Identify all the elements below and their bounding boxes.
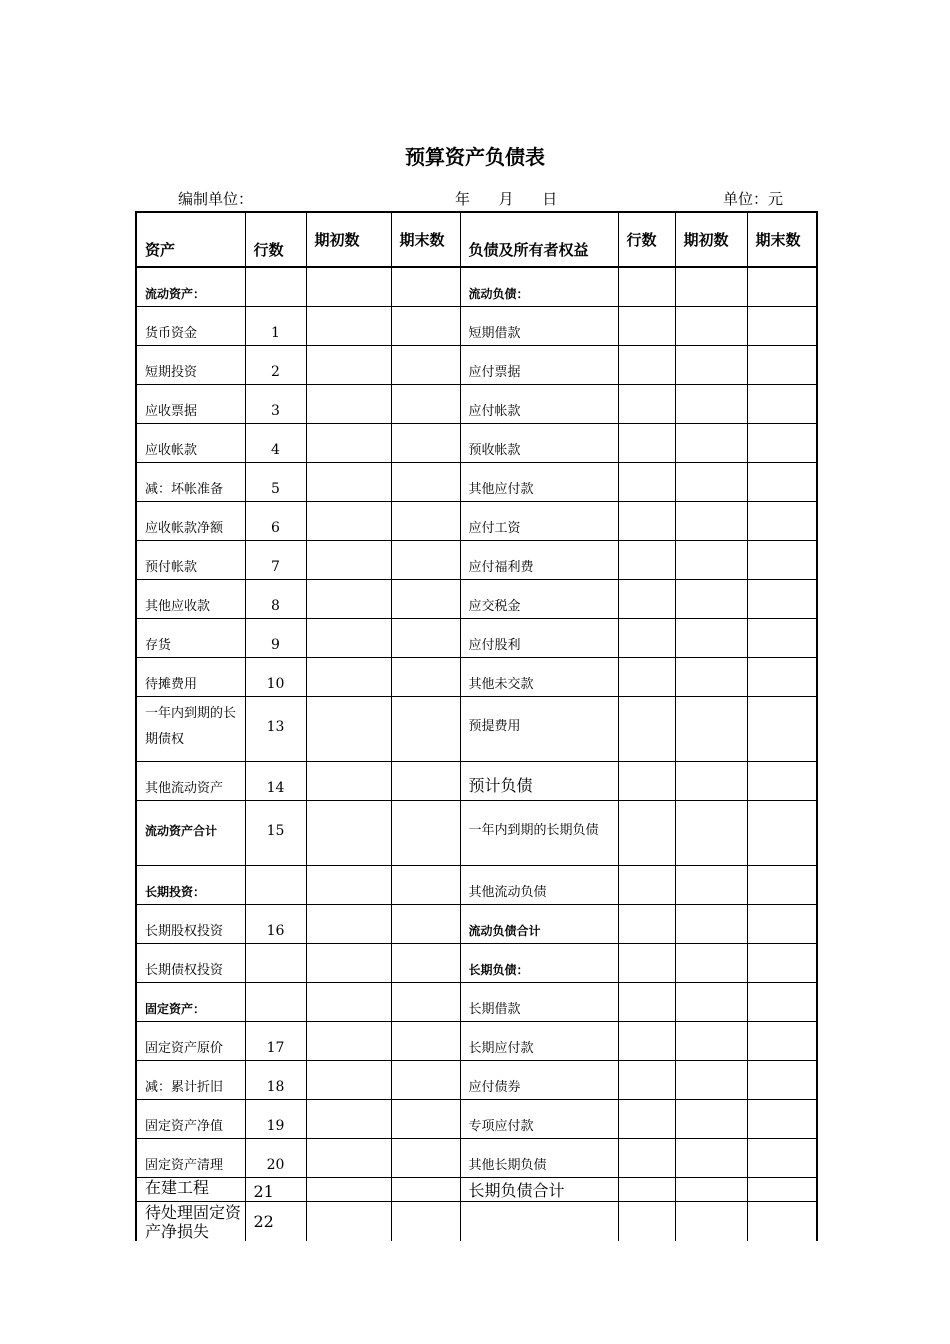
- asset-closing-cell: [391, 1099, 460, 1138]
- col-header-opening: 期初数: [306, 212, 391, 267]
- table-row: [136, 904, 817, 943]
- asset-line-no-cell: 13: [245, 696, 306, 761]
- table-row: [136, 540, 817, 579]
- liability-line-no-cell: [618, 800, 675, 865]
- asset-closing-cell: [391, 1138, 460, 1177]
- col-header-opening-2: 期初数: [675, 212, 747, 267]
- asset-opening-cell: [306, 501, 391, 540]
- table-header-row: [136, 212, 817, 267]
- liability-closing-cell: [747, 865, 817, 904]
- liability-closing-cell: [747, 1021, 817, 1060]
- table-row: [136, 865, 817, 904]
- liability-opening-cell: [675, 1021, 747, 1060]
- liability-line-no-cell: [618, 761, 675, 800]
- asset-opening-cell: [306, 904, 391, 943]
- col-header-assets: 资产: [136, 212, 245, 267]
- asset-line-no-cell: 6: [245, 501, 306, 540]
- asset-line-no-cell: [245, 943, 306, 982]
- col-header-liabilities: 负债及所有者权益: [460, 212, 618, 267]
- liability-name-cell: 其他应付款: [460, 462, 618, 501]
- asset-name-cell: 流动资产合计: [136, 800, 245, 865]
- liability-opening-cell: [675, 267, 747, 306]
- asset-name-cell: 流动资产：: [136, 267, 245, 306]
- liability-name-cell: 其他流动负债: [460, 865, 618, 904]
- liability-name-cell: 长期应付款: [460, 1021, 618, 1060]
- table-row: [136, 423, 817, 462]
- liability-closing-cell: [747, 579, 817, 618]
- liability-closing-cell: [747, 423, 817, 462]
- asset-name-cell: 固定资产清理: [136, 1138, 245, 1177]
- liability-name-cell: 预提费用: [460, 696, 618, 761]
- asset-closing-cell: [391, 306, 460, 345]
- liability-opening-cell: [675, 800, 747, 865]
- asset-closing-cell: [391, 1060, 460, 1099]
- liability-line-no-cell: [618, 462, 675, 501]
- asset-name-cell: 固定资产：: [136, 982, 245, 1021]
- asset-name-cell: 固定资产原价: [136, 1021, 245, 1060]
- asset-opening-cell: [306, 267, 391, 306]
- asset-opening-cell: [306, 657, 391, 696]
- liability-closing-cell: [747, 618, 817, 657]
- liability-closing-cell: [747, 306, 817, 345]
- table-row: [136, 462, 817, 501]
- liability-opening-cell: [675, 1060, 747, 1099]
- asset-closing-cell: [391, 982, 460, 1021]
- liability-line-no-cell: [618, 1201, 675, 1241]
- liability-opening-cell: [675, 904, 747, 943]
- asset-name-cell: 预付帐款: [136, 540, 245, 579]
- liability-line-no-cell: [618, 696, 675, 761]
- table-row: [136, 618, 817, 657]
- liability-opening-cell: [675, 657, 747, 696]
- asset-closing-cell: [391, 1021, 460, 1060]
- asset-name-cell: 存货: [136, 618, 245, 657]
- liability-name-cell: 其他未交款: [460, 657, 618, 696]
- liability-name-cell: 流动负债：: [460, 267, 618, 306]
- asset-closing-cell: [391, 462, 460, 501]
- liability-line-no-cell: [618, 904, 675, 943]
- asset-closing-cell: [391, 943, 460, 982]
- liability-closing-cell: [747, 462, 817, 501]
- asset-closing-cell: [391, 345, 460, 384]
- asset-closing-cell: [391, 761, 460, 800]
- liability-opening-cell: [675, 501, 747, 540]
- asset-line-no-cell: 21: [245, 1177, 306, 1201]
- liability-closing-cell: [747, 501, 817, 540]
- asset-line-no-cell: 17: [245, 1021, 306, 1060]
- table-row: [136, 384, 817, 423]
- liability-line-no-cell: [618, 943, 675, 982]
- asset-closing-cell: [391, 800, 460, 865]
- liability-name-cell: 应交税金: [460, 579, 618, 618]
- table-row: [136, 345, 817, 384]
- liability-opening-cell: [675, 345, 747, 384]
- liability-closing-cell: [747, 267, 817, 306]
- liability-closing-cell: [747, 384, 817, 423]
- table-row: [136, 1099, 817, 1138]
- table-row: [136, 1021, 817, 1060]
- liability-name-cell: 流动负债合计: [460, 904, 618, 943]
- liability-opening-cell: [675, 618, 747, 657]
- asset-closing-cell: [391, 501, 460, 540]
- asset-closing-cell: [391, 384, 460, 423]
- liability-line-no-cell: [618, 345, 675, 384]
- liability-name-cell: 专项应付款: [460, 1099, 618, 1138]
- table-row: [136, 761, 817, 800]
- asset-line-no-cell: 19: [245, 1099, 306, 1138]
- liability-name-cell: 应付福利费: [460, 540, 618, 579]
- liability-line-no-cell: [618, 657, 675, 696]
- liability-line-no-cell: [618, 423, 675, 462]
- liability-opening-cell: [675, 306, 747, 345]
- col-header-closing-2: 期末数: [747, 212, 817, 267]
- liability-name-cell: 应付股利: [460, 618, 618, 657]
- liability-opening-cell: [675, 1099, 747, 1138]
- asset-opening-cell: [306, 345, 391, 384]
- asset-line-no-cell: 18: [245, 1060, 306, 1099]
- asset-line-no-cell: 7: [245, 540, 306, 579]
- asset-name-cell: 在建工程: [136, 1177, 245, 1201]
- asset-opening-cell: [306, 1021, 391, 1060]
- asset-line-no-cell: 20: [245, 1138, 306, 1177]
- col-header-line-no: 行数: [245, 212, 306, 267]
- asset-closing-cell: [391, 1201, 460, 1241]
- liability-line-no-cell: [618, 1021, 675, 1060]
- liability-closing-cell: [747, 540, 817, 579]
- liability-line-no-cell: [618, 865, 675, 904]
- liability-line-no-cell: [618, 1099, 675, 1138]
- liability-opening-cell: [675, 540, 747, 579]
- asset-closing-cell: [391, 865, 460, 904]
- asset-closing-cell: [391, 1177, 460, 1201]
- liability-opening-cell: [675, 761, 747, 800]
- asset-line-no-cell: [245, 267, 306, 306]
- asset-name-cell: 其他应收款: [136, 579, 245, 618]
- liability-opening-cell: [675, 943, 747, 982]
- liability-opening-cell: [675, 423, 747, 462]
- asset-opening-cell: [306, 384, 391, 423]
- asset-opening-cell: [306, 579, 391, 618]
- liability-line-no-cell: [618, 540, 675, 579]
- table-row: [136, 1177, 817, 1201]
- liability-name-cell: 长期负债：: [460, 943, 618, 982]
- liability-name-cell: 短期借款: [460, 306, 618, 345]
- table-row: [136, 657, 817, 696]
- date-label: 年 月 日: [455, 190, 558, 208]
- liability-line-no-cell: [618, 501, 675, 540]
- asset-closing-cell: [391, 696, 460, 761]
- asset-line-no-cell: 22: [245, 1201, 306, 1241]
- asset-opening-cell: [306, 800, 391, 865]
- liability-closing-cell: [747, 345, 817, 384]
- liability-line-no-cell: [618, 1177, 675, 1201]
- table-row: [136, 982, 817, 1021]
- asset-name-cell: 固定资产净值: [136, 1099, 245, 1138]
- liability-opening-cell: [675, 982, 747, 1021]
- asset-name-cell: 待摊费用: [136, 657, 245, 696]
- asset-opening-cell: [306, 696, 391, 761]
- liability-name-cell: 长期借款: [460, 982, 618, 1021]
- asset-line-no-cell: 14: [245, 761, 306, 800]
- asset-name-cell: 长期投资：: [136, 865, 245, 904]
- table-row: [136, 696, 817, 761]
- asset-line-no-cell: 4: [245, 423, 306, 462]
- liability-opening-cell: [675, 579, 747, 618]
- asset-opening-cell: [306, 306, 391, 345]
- liability-opening-cell: [675, 865, 747, 904]
- asset-opening-cell: [306, 1201, 391, 1241]
- liability-closing-cell: [747, 657, 817, 696]
- table-row: [136, 1201, 817, 1241]
- asset-name-cell: 减：坏帐准备: [136, 462, 245, 501]
- asset-name-cell: 短期投资: [136, 345, 245, 384]
- asset-closing-cell: [391, 904, 460, 943]
- liability-name-cell: 应付债券: [460, 1060, 618, 1099]
- asset-opening-cell: [306, 540, 391, 579]
- liability-opening-cell: [675, 384, 747, 423]
- asset-line-no-cell: 15: [245, 800, 306, 865]
- table-row: [136, 1138, 817, 1177]
- asset-closing-cell: [391, 267, 460, 306]
- asset-opening-cell: [306, 1060, 391, 1099]
- liability-line-no-cell: [618, 1138, 675, 1177]
- liability-closing-cell: [747, 1099, 817, 1138]
- liability-name-cell: 应付票据: [460, 345, 618, 384]
- compiling-unit-label: 编制单位：: [178, 190, 254, 208]
- asset-line-no-cell: 10: [245, 657, 306, 696]
- asset-opening-cell: [306, 865, 391, 904]
- table-row: [136, 306, 817, 345]
- page-title: 预算资产负债表: [405, 145, 545, 169]
- liability-opening-cell: [675, 1138, 747, 1177]
- asset-name-cell: 长期债权投资: [136, 943, 245, 982]
- liability-closing-cell: [747, 943, 817, 982]
- liability-closing-cell: [747, 761, 817, 800]
- asset-name-cell: 其他流动资产: [136, 761, 245, 800]
- table-row: [136, 579, 817, 618]
- asset-closing-cell: [391, 618, 460, 657]
- table-row: [136, 1060, 817, 1099]
- asset-line-no-cell: 1: [245, 306, 306, 345]
- liability-line-no-cell: [618, 982, 675, 1021]
- asset-opening-cell: [306, 423, 391, 462]
- table-row: [136, 501, 817, 540]
- liability-line-no-cell: [618, 384, 675, 423]
- liability-name-cell: 预计负债: [460, 761, 618, 800]
- asset-name-cell: 应收票据: [136, 384, 245, 423]
- asset-line-no-cell: 5: [245, 462, 306, 501]
- liability-name-cell: 应付帐款: [460, 384, 618, 423]
- asset-opening-cell: [306, 618, 391, 657]
- col-header-closing: 期末数: [391, 212, 460, 267]
- asset-opening-cell: [306, 982, 391, 1021]
- asset-name-cell: 减：累计折旧: [136, 1060, 245, 1099]
- asset-name-cell: 长期股权投资: [136, 904, 245, 943]
- asset-line-no-cell: 3: [245, 384, 306, 423]
- asset-closing-cell: [391, 540, 460, 579]
- liability-line-no-cell: [618, 618, 675, 657]
- asset-line-no-cell: [245, 982, 306, 1021]
- liability-name-cell: 一年内到期的长期负债: [460, 800, 618, 865]
- asset-opening-cell: [306, 1177, 391, 1201]
- liability-line-no-cell: [618, 579, 675, 618]
- asset-closing-cell: [391, 579, 460, 618]
- asset-name-cell: 一年内到期的长期债权: [136, 696, 245, 761]
- asset-line-no-cell: 9: [245, 618, 306, 657]
- asset-name-cell: 货币资金: [136, 306, 245, 345]
- liability-opening-cell: [675, 1201, 747, 1241]
- asset-line-no-cell: 16: [245, 904, 306, 943]
- balance-sheet-table: [135, 211, 818, 1241]
- asset-opening-cell: [306, 1099, 391, 1138]
- liability-closing-cell: [747, 1177, 817, 1201]
- asset-name-cell: 应收帐款: [136, 423, 245, 462]
- col-header-line-no-2: 行数: [618, 212, 675, 267]
- table-row: [136, 943, 817, 982]
- liability-name-cell: 预收帐款: [460, 423, 618, 462]
- liability-line-no-cell: [618, 267, 675, 306]
- asset-opening-cell: [306, 462, 391, 501]
- asset-name-cell: 待处理固定资产净损失: [136, 1201, 245, 1241]
- liability-line-no-cell: [618, 306, 675, 345]
- asset-closing-cell: [391, 423, 460, 462]
- liability-name-cell: 长期负债合计: [460, 1177, 618, 1201]
- liability-closing-cell: [747, 1201, 817, 1241]
- table-row: [136, 800, 817, 865]
- liability-name-cell: 应付工资: [460, 501, 618, 540]
- liability-closing-cell: [747, 696, 817, 761]
- liability-closing-cell: [747, 982, 817, 1021]
- liability-closing-cell: [747, 904, 817, 943]
- liability-opening-cell: [675, 696, 747, 761]
- liability-opening-cell: [675, 462, 747, 501]
- liability-name-cell: 其他长期负债: [460, 1138, 618, 1177]
- asset-line-no-cell: [245, 865, 306, 904]
- table-row: [136, 267, 817, 306]
- asset-closing-cell: [391, 657, 460, 696]
- liability-closing-cell: [747, 1060, 817, 1099]
- asset-opening-cell: [306, 761, 391, 800]
- asset-opening-cell: [306, 1138, 391, 1177]
- asset-line-no-cell: 8: [245, 579, 306, 618]
- asset-name-cell: 应收帐款净额: [136, 501, 245, 540]
- liability-line-no-cell: [618, 1060, 675, 1099]
- liability-closing-cell: [747, 1138, 817, 1177]
- asset-line-no-cell: 2: [245, 345, 306, 384]
- currency-unit-label: 单位：元: [723, 190, 784, 208]
- liability-opening-cell: [675, 1177, 747, 1201]
- asset-opening-cell: [306, 943, 391, 982]
- liability-name-cell: [460, 1201, 618, 1241]
- liability-closing-cell: [747, 800, 817, 865]
